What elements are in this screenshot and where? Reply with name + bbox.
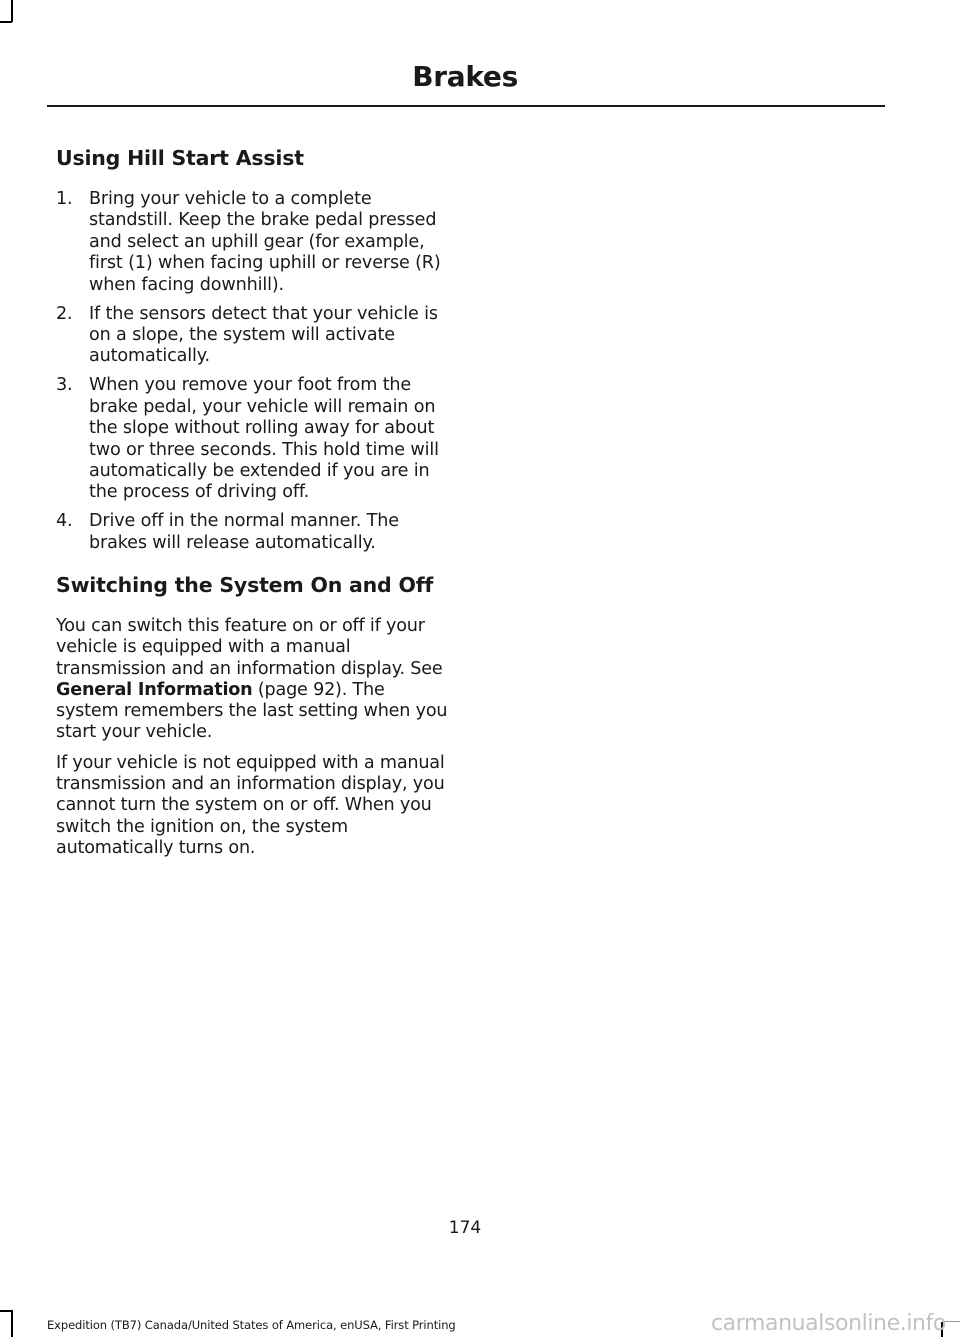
steps-list — [56, 189, 448, 554]
step-text: If the sensors detect that your vehicle is on a slope, the system will activate automatically. — [89, 303, 438, 367]
crop-mark-bottom-left-horizontal — [0, 1310, 12, 1312]
step-number: 2. — [56, 303, 73, 324]
step-number: 4. — [56, 511, 73, 532]
paragraph-switch-feature — [56, 616, 448, 743]
list-item — [56, 189, 448, 296]
step-text: Bring your vehicle to a complete standstill. Keep the brake pedal pressed and select an uphill gear (for example, first (1) when facing uphill or reverse (R) when facing downhill). — [89, 189, 441, 295]
page-title: Brakes — [412, 60, 518, 93]
step-text: When you remove your foot from the brake pedal, your vehicle will remain on the slope without rolling away for about two or three seconds. This hold time will automatically be extended if you are in the process of driving off. — [89, 375, 439, 503]
footer-text: Expedition (TB7) Canada/United States of America, enUSA, First Printing — [47, 1318, 456, 1332]
list-item — [56, 511, 448, 554]
paragraph-text: You can switch this feature on or off if your vehicle is equipped with a manual transmission and an information display. See — [56, 616, 443, 679]
crop-mark-top-left-vertical — [11, 0, 13, 22]
list-item — [56, 304, 448, 368]
section-heading-hill-start: Using Hill Start Assist — [56, 146, 304, 170]
step-text: Drive off in the normal manner. The brakes will release automatically. — [89, 511, 399, 553]
crop-mark-top-left-horizontal — [0, 21, 12, 23]
watermark-logo: carmanualsonline.info — [710, 1311, 946, 1336]
step-number: 3. — [56, 375, 73, 396]
header-divider — [47, 105, 885, 107]
cross-reference-link[interactable]: General Information — [56, 679, 253, 700]
paragraph-not-equipped: If your vehicle is not equipped with a manual transmission and an information display, you cannot turn the system on or off. When you switch the ignition on, the system automatically turns on. — [56, 753, 445, 858]
section-heading-switching: Switching the System On and Off — [56, 573, 434, 598]
crop-mark-bottom-left-vertical — [11, 1310, 13, 1337]
page-number: 174 — [448, 1218, 482, 1238]
paragraph-text: (page 92). The system remembers the last setting when you start your vehicle. — [56, 679, 448, 743]
main-content — [56, 143, 448, 869]
list-item — [56, 375, 448, 503]
step-number: 1. — [56, 189, 73, 209]
